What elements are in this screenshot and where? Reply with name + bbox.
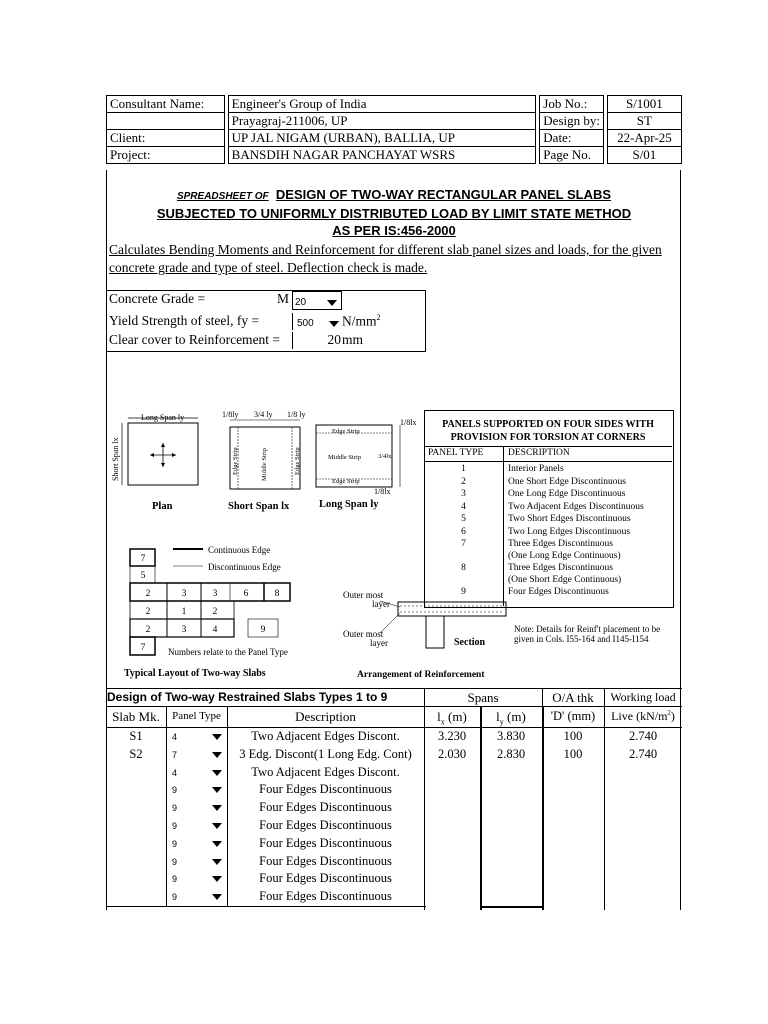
steel-label: Yield Strength of steel, fy = — [109, 313, 260, 328]
svg-text:Edge Strip: Edge Strip — [232, 447, 239, 475]
slab-mark-cell[interactable]: S2 — [129, 746, 143, 761]
blank-cell — [107, 113, 225, 130]
panel-type-number: 4 — [461, 501, 466, 512]
panel-type-description: Interior Panels — [508, 464, 564, 474]
short-span-rot-label: Short Span lx — [111, 437, 120, 481]
svg-text:8: 8 — [274, 589, 280, 599]
concrete-grade-label: Concrete Grade = — [109, 291, 206, 306]
chevron-down-icon — [212, 841, 222, 847]
slab-mark-cell[interactable] — [106, 888, 166, 906]
col-slab-mk: Slab Mk. — [112, 709, 160, 724]
ly-cell[interactable] — [480, 835, 542, 853]
slab-mark-cell[interactable] — [106, 799, 166, 817]
svg-text:3: 3 — [212, 589, 218, 599]
description-cell: Four Edges Discontinuous — [259, 782, 392, 797]
table-row — [106, 888, 682, 906]
lx-cell[interactable] — [424, 853, 480, 871]
chevron-down-icon — [329, 321, 339, 327]
panel-type-description: Three Edges Discontinuous (One Long Edge Continuous) — [508, 539, 621, 561]
address-value[interactable]: Prayagraj-211006, UP — [228, 113, 536, 130]
panel-type-select[interactable]: 9 — [168, 799, 226, 817]
description-cell: Two Adjacent Edges Discont. — [251, 729, 400, 743]
col-description: Description — [295, 709, 356, 724]
lx-cell[interactable] — [424, 870, 480, 888]
job-value[interactable]: S/1001 — [607, 96, 681, 113]
panel-type-number: 3 — [461, 489, 466, 499]
discontinuous-edge-label: Discontinuous Edge — [208, 562, 281, 572]
svg-text:1/8lx: 1/8lx — [400, 418, 417, 427]
panel-type-select[interactable]: 9 — [168, 835, 226, 853]
chevron-down-icon — [212, 752, 222, 758]
svg-text:layer: layer — [372, 599, 390, 609]
svg-text:5: 5 — [140, 571, 146, 581]
description-cell: Four Edges Discontinuous — [259, 817, 392, 832]
long-span-caption: Long Span ly — [319, 499, 379, 510]
svg-text:2: 2 — [212, 607, 218, 617]
lx-cell[interactable] — [424, 799, 480, 817]
description-line-1: Calculates Bending Moments and Reinforcement for different slab panel sizes and loads, for the given — [109, 242, 662, 257]
svg-text:Middle Strip: Middle Strip — [261, 447, 268, 481]
ly-cell[interactable] — [480, 888, 542, 906]
panel-type-description: Two Short Edges Discontinuous — [508, 514, 631, 524]
live-load-cell[interactable]: 2.740 — [628, 746, 658, 761]
continuous-edge-label: Continuous Edge — [208, 545, 271, 555]
client-label: Client: — [107, 130, 225, 147]
ly-cell[interactable]: 2.830 — [496, 746, 526, 761]
depth-cell[interactable]: 100 — [563, 729, 583, 743]
page-value[interactable]: S/01 — [607, 147, 681, 164]
lx-cell[interactable] — [424, 817, 480, 835]
table-row — [106, 870, 682, 888]
panel-type-select[interactable]: 9 — [168, 817, 226, 835]
depth-cell[interactable] — [542, 835, 604, 853]
project-value[interactable]: BANSDIH NAGAR PANCHAYAT WSRS — [228, 147, 536, 164]
description-cell: Four Edges Discontinuous — [259, 889, 392, 904]
lx-cell[interactable] — [424, 764, 480, 782]
depth-cell[interactable] — [542, 781, 604, 799]
description-line-2: concrete grade and type of steel. Deflection check is made. — [109, 260, 428, 275]
svg-text:1/8ly: 1/8ly — [222, 410, 239, 419]
consultant-label: Consultant Name: — [107, 96, 225, 113]
depth-cell[interactable] — [542, 799, 604, 817]
panel-type-description: One Long Edge Discontinuous — [508, 489, 626, 499]
panel-type-description: Three Edges Discontinuous (One Short Edge Continuous) — [508, 563, 622, 585]
chevron-down-icon — [327, 300, 337, 306]
depth-cell[interactable]: 100 — [563, 746, 583, 761]
panel-type-select[interactable]: 9 — [168, 781, 226, 799]
ly-cell[interactable] — [480, 799, 542, 817]
working-load-header: Working load — [610, 690, 676, 704]
panel-type-select[interactable]: 9 — [168, 870, 226, 888]
svg-text:Edge Strip: Edge Strip — [294, 447, 301, 475]
svg-text:2: 2 — [145, 607, 151, 617]
header-table — [106, 95, 682, 164]
table-row — [106, 728, 682, 746]
panel-type-row — [424, 477, 672, 489]
description-cell: Four Edges Discontinuous — [259, 871, 392, 886]
svg-text:1/8lx: 1/8lx — [374, 487, 391, 496]
panel-type-row — [424, 464, 672, 476]
panel-type-row — [424, 502, 672, 514]
panel-rows — [424, 464, 672, 600]
title-line-3: AS PER IS:456-2000 — [332, 223, 456, 238]
svg-text:7: 7 — [140, 554, 146, 564]
long-span-label: Long Span ly — [141, 413, 185, 422]
table-row — [106, 746, 682, 764]
lx-cell[interactable] — [424, 835, 480, 853]
svg-text:Middle Strip: Middle Strip — [328, 454, 362, 461]
description-cell: Two Adjacent Edges Discont. — [251, 764, 400, 779]
title-line-1 — [108, 186, 680, 205]
depth-cell[interactable] — [542, 870, 604, 888]
slab-mark-cell[interactable] — [106, 835, 166, 853]
design-label: Design by: — [540, 113, 604, 130]
numbers-note: Numbers relate to the Panel Type — [168, 647, 288, 657]
col-ly: $l_y$ (m) — [496, 709, 526, 727]
depth-cell[interactable] — [542, 888, 604, 906]
slab-mark-cell[interactable]: S1 — [129, 729, 143, 743]
lx-cell[interactable] — [424, 888, 480, 906]
svg-text:layer: layer — [370, 638, 388, 648]
panel-col-desc: DESCRIPTION — [508, 448, 570, 458]
slab-mark-cell[interactable] — [106, 781, 166, 799]
slab-mark-cell[interactable] — [106, 870, 166, 888]
slab-mark-cell[interactable] — [106, 764, 166, 782]
svg-text:3/4 ly: 3/4 ly — [254, 410, 273, 419]
steel-unit: $N/mm^2$ — [342, 313, 381, 329]
chevron-down-icon — [212, 859, 222, 865]
ly-cell[interactable]: 3.830 — [496, 729, 526, 743]
svg-text:2: 2 — [145, 625, 151, 635]
col-panel-type: Panel Type — [172, 710, 221, 722]
date-value[interactable]: 22-Apr-25 — [607, 130, 681, 147]
live-load-cell[interactable] — [604, 781, 682, 799]
consultant-value[interactable]: Engineer's Group of India — [228, 96, 536, 113]
title-main-1: DESIGN OF TWO-WAY RECTANGULAR PANEL SLABS — [275, 187, 612, 202]
svg-text:Edge Strip: Edge Strip — [332, 428, 360, 435]
short-span-caption: Short Span lx — [228, 501, 290, 512]
project-label: Project: — [107, 147, 225, 164]
col-live: Live $(kN/m^2)$ — [611, 709, 675, 723]
svg-text:3/4lx: 3/4lx — [378, 453, 392, 460]
oa-thk-header: O/A thk — [552, 690, 594, 705]
col-lx: $l_x$ (m) — [437, 709, 467, 727]
layout-caption: Typical Layout of Two-way Slabs — [124, 668, 266, 679]
title-prefix: SPREADSHEET OF — [176, 191, 269, 202]
lx-cell[interactable]: 2.030 — [437, 746, 467, 761]
chevron-down-icon — [212, 787, 222, 793]
description-cell: Four Edges Discontinuous — [259, 853, 392, 868]
panel-type-number: 6 — [461, 526, 466, 537]
svg-text:Outer most: Outer most — [343, 629, 384, 639]
ly-cell[interactable] — [480, 817, 542, 835]
panel-type-number: 5 — [461, 514, 466, 524]
chevron-down-icon — [212, 876, 222, 882]
panel-type-row — [424, 514, 672, 526]
live-load-cell[interactable] — [604, 835, 682, 853]
panel-type-number: 8 — [461, 563, 466, 573]
svg-text:2: 2 — [145, 589, 151, 599]
panel-type-select[interactable]: 7 — [168, 746, 226, 764]
design-value[interactable]: ST — [607, 113, 681, 130]
cover-unit: mm — [342, 332, 364, 347]
concrete-grade-select[interactable]: 20 — [292, 291, 342, 310]
description-cell: 3 Edg. Discont(1 Long Edg. Cont) — [239, 746, 412, 761]
live-load-cell[interactable] — [604, 870, 682, 888]
description-cell: Four Edges Discontinuous — [259, 800, 392, 815]
panel-type-number: 7 — [461, 539, 466, 549]
live-load-cell[interactable] — [604, 817, 682, 835]
depth-cell[interactable] — [542, 764, 604, 782]
svg-text:Outer most: Outer most — [343, 590, 384, 600]
table-row — [106, 781, 682, 799]
panel-type-select[interactable]: 9 — [168, 888, 226, 906]
reinforcement-note: Note: Details for Reinf't placement to be given in Cols. I55-164 and I145-I154 — [514, 624, 661, 644]
panel-type-description: One Short Edge Discontinuous — [508, 476, 626, 487]
chevron-down-icon — [212, 823, 222, 829]
panel-type-description: Four Edges Discontinuous — [508, 587, 609, 597]
svg-text:9: 9 — [260, 625, 266, 635]
section-caption: Section — [454, 637, 486, 648]
table-row — [106, 853, 682, 871]
client-value[interactable]: UP JAL NIGAM (URBAN), BALLIA, UP — [228, 130, 536, 147]
panel-type-number: 9 — [461, 587, 466, 597]
ly-cell[interactable] — [480, 781, 542, 799]
plan-diagram — [122, 418, 198, 485]
panel-type-row — [424, 587, 672, 599]
panel-heading-1: PANELS SUPPORTED ON FOUR SIDES WITH — [442, 419, 654, 430]
ly-cell[interactable] — [480, 764, 542, 782]
table-row — [106, 835, 682, 853]
panel-type-number: 2 — [461, 476, 466, 487]
cover-label: Clear cover to Reinforcement = — [109, 332, 281, 347]
depth-cell[interactable] — [542, 817, 604, 835]
live-load-cell[interactable] — [604, 888, 682, 906]
panel-col-type: PANEL TYPE — [428, 448, 484, 458]
svg-text:1: 1 — [181, 607, 187, 617]
panel-type-number: 1 — [461, 464, 466, 474]
panel-type-row — [424, 527, 672, 539]
job-label: Job No.: — [540, 96, 604, 113]
live-load-cell[interactable] — [604, 799, 682, 817]
steel-select[interactable]: 500 — [292, 313, 341, 330]
live-load-cell[interactable] — [604, 853, 682, 871]
panel-type-row — [424, 489, 672, 501]
panel-type-select[interactable]: 4 — [168, 764, 226, 782]
design-rows — [106, 728, 682, 906]
slab-mark-cell[interactable] — [106, 853, 166, 871]
panel-type-row — [424, 563, 672, 586]
title-line-2: SUBJECTED TO UNIFORMLY DISTRIBUTED LOAD BY LIMIT STATE METHOD — [156, 206, 632, 221]
plan-caption: Plan — [152, 501, 173, 512]
chevron-down-icon — [212, 805, 222, 811]
svg-text:Edge Strip: Edge Strip — [332, 478, 360, 485]
svg-text:3: 3 — [181, 589, 187, 599]
panel-type-select[interactable]: 9 — [168, 853, 226, 871]
chevron-down-icon — [212, 894, 222, 900]
panel-heading-2: PROVISION FOR TORSION AT CORNERS — [450, 432, 646, 443]
panel-type-description: Two Adjacent Edges Discontinuous — [508, 501, 644, 512]
arrangement-caption: Arrangement of Reinforcement — [357, 670, 485, 680]
concrete-prefix: M — [277, 291, 290, 306]
svg-text:1/8 ly: 1/8 ly — [287, 410, 306, 419]
col-d: 'D' (mm) — [550, 709, 596, 723]
table-row — [106, 764, 682, 782]
chevron-down-icon — [212, 770, 222, 776]
svg-text:6: 6 — [243, 589, 249, 599]
svg-text:4: 4 — [212, 625, 218, 635]
cover-value[interactable]: 20 — [292, 332, 341, 349]
design-table-heading: Design of Two-way Restrained Slabs Types 1 to 9 — [107, 690, 388, 704]
description-cell: Four Edges Discontinuous — [259, 835, 392, 850]
depth-cell[interactable] — [542, 853, 604, 871]
panel-type-description: Two Long Edges Discontinuous — [508, 526, 631, 537]
live-load-cell[interactable]: 2.740 — [628, 729, 658, 743]
live-load-cell[interactable] — [604, 764, 682, 782]
spans-header: Spans — [467, 690, 499, 705]
svg-text:7: 7 — [140, 643, 146, 653]
lx-cell[interactable]: 3.230 — [437, 729, 467, 743]
table-row — [106, 799, 682, 817]
panel-type-select[interactable]: 4 — [168, 728, 226, 746]
ly-cell[interactable] — [480, 870, 542, 888]
ly-cell[interactable] — [480, 853, 542, 871]
date-label: Date: — [540, 130, 604, 147]
table-row — [106, 817, 682, 835]
chevron-down-icon — [212, 734, 222, 740]
slab-mark-cell[interactable] — [106, 817, 166, 835]
svg-text:3: 3 — [181, 625, 187, 635]
page-label: Page No. — [540, 147, 604, 164]
lx-cell[interactable] — [424, 781, 480, 799]
panel-type-row — [424, 539, 672, 562]
